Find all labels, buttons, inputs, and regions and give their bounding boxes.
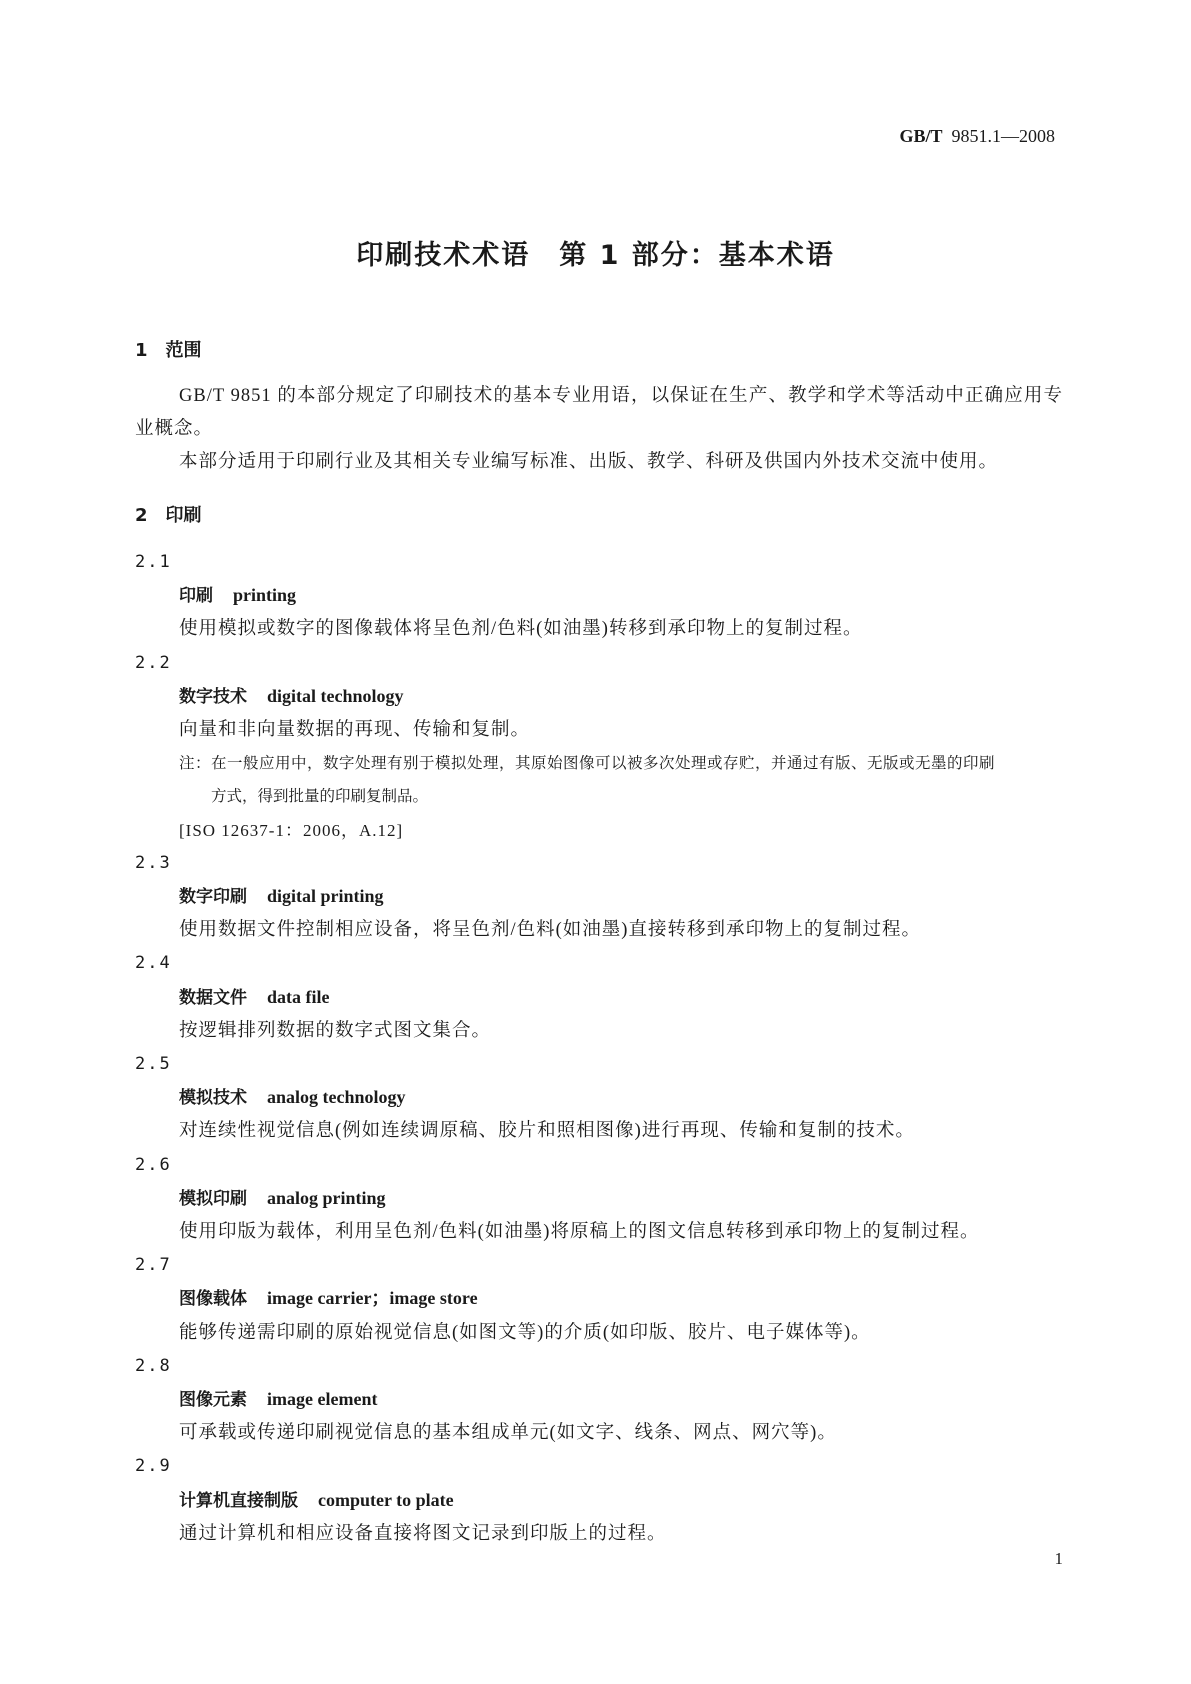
term-name bbox=[135, 880, 1063, 914]
term-en: data file bbox=[267, 986, 330, 1007]
term-note: 注：在一般应用中，数字处理有别于模拟处理，其原始图像可以被多次处理或存贮，并通过有版、无版或无墨的印刷 bbox=[179, 755, 996, 773]
term-number: 2.7 bbox=[135, 1255, 172, 1276]
section-heading-scope bbox=[135, 336, 202, 362]
term-zh: 图像元素 bbox=[179, 1390, 247, 1411]
term-number: 2.6 bbox=[135, 1154, 172, 1175]
section-title: 范围 bbox=[165, 340, 202, 361]
term-zh: 计算机直接制版 bbox=[179, 1490, 298, 1511]
term-definition: 通过计算机和相应设备直接将图文记录到印版上的过程。 bbox=[179, 1523, 667, 1544]
term-zh: 模拟印刷 bbox=[179, 1188, 247, 1209]
term-definition: 使用数据文件控制相应设备，将呈色剂/色料(如油墨)直接转移到承印物上的复制过程。 bbox=[179, 920, 921, 941]
term-definition: 可承载或传递印刷视觉信息的基本组成单元(如文字、线条、网点、网穴等)。 bbox=[179, 1423, 837, 1444]
term-definition: 对连续性视觉信息(例如连续调原稿、胶片和照相图像)进行再现、传输和复制的技术。 bbox=[179, 1121, 915, 1142]
term-name bbox=[135, 1383, 1063, 1417]
term-entry bbox=[135, 1350, 1063, 1451]
term-name bbox=[135, 981, 1063, 1015]
term-en: digital technology bbox=[267, 685, 404, 706]
term-definition: 使用印版为载体，利用呈色剂/色料(如油墨)将原稿上的图文信息转移到承印物上的复制过程。 bbox=[179, 1222, 980, 1243]
term-number: 2.8 bbox=[135, 1355, 172, 1376]
term-entry bbox=[135, 546, 1063, 647]
term-number: 2.1 bbox=[135, 552, 172, 572]
term-definition: 使用模拟或数字的图像载体将呈色剂/色料(如油墨)转移到承印物上的复制过程。 bbox=[179, 619, 863, 640]
term-en: printing bbox=[233, 585, 297, 606]
term-number: 2.3 bbox=[135, 852, 172, 873]
term-number: 2.9 bbox=[135, 1456, 172, 1477]
section-number: 2 bbox=[135, 505, 148, 526]
term-name bbox=[135, 1182, 1063, 1216]
term-name bbox=[135, 579, 1063, 613]
term-zh: 数字技术 bbox=[179, 686, 247, 707]
section-number: 1 bbox=[135, 340, 148, 361]
term-en: analog technology bbox=[267, 1087, 406, 1108]
scope-paragraphs bbox=[135, 380, 1063, 480]
page-title: 印刷技术术语 第 1 部分：基本术语 bbox=[356, 240, 835, 271]
standard-code bbox=[899, 126, 1055, 147]
term-entry bbox=[135, 1450, 1063, 1551]
term-name bbox=[135, 1282, 1063, 1316]
term-entry bbox=[135, 647, 1063, 847]
term-entry bbox=[135, 947, 1063, 1048]
page-number: 1 bbox=[1054, 1549, 1063, 1568]
term-en: analog printing bbox=[267, 1187, 386, 1208]
term-en: computer to plate bbox=[318, 1489, 454, 1510]
term-reference: [ISO 12637-1：2006，A.12] bbox=[179, 820, 404, 840]
term-zh: 印刷 bbox=[179, 586, 213, 607]
scope-paragraph: 本部分适用于印刷行业及其相关专业编写标准、出版、教学、科研及供国内外技术交流中使用。 bbox=[179, 452, 999, 473]
standard-prefix: GB/T bbox=[899, 126, 943, 146]
term-zh: 数据文件 bbox=[179, 987, 247, 1008]
term-name bbox=[135, 680, 1063, 714]
term-entry bbox=[135, 1249, 1063, 1350]
scope-paragraph: GB/T 9851 的本部分规定了印刷技术的基本专业用语，以保证在生产、教学和学术等活动中正确应用专业概念。 bbox=[135, 386, 1063, 440]
standard-number: 9851.1—2008 bbox=[951, 126, 1055, 146]
term-en: digital printing bbox=[267, 886, 384, 907]
term-definition: 能够传递需印刷的原始视觉信息(如图文等)的介质(如印版、胶片、电子媒体等)。 bbox=[179, 1322, 871, 1343]
term-en: image carrier；image store bbox=[267, 1288, 478, 1309]
term-entries bbox=[135, 546, 1063, 1551]
term-entry bbox=[135, 1149, 1063, 1250]
term-zh: 模拟技术 bbox=[179, 1088, 247, 1109]
term-name bbox=[135, 1081, 1063, 1115]
term-name bbox=[135, 1484, 1063, 1518]
term-definition: 向量和非向量数据的再现、传输和复制。 bbox=[179, 720, 531, 741]
section-title: 印刷 bbox=[165, 505, 202, 526]
term-en: image element bbox=[267, 1389, 378, 1410]
term-number: 2.4 bbox=[135, 953, 172, 974]
term-entry bbox=[135, 847, 1063, 948]
term-definition: 按逻辑排列数据的数字式图文集合。 bbox=[179, 1020, 492, 1041]
term-number: 2.2 bbox=[135, 652, 172, 673]
term-zh: 数字印刷 bbox=[179, 887, 247, 908]
term-entry bbox=[135, 1048, 1063, 1149]
term-number: 2.5 bbox=[135, 1054, 172, 1075]
term-zh: 图像载体 bbox=[179, 1289, 247, 1310]
section-heading-printing bbox=[135, 501, 202, 527]
term-note-continued: 方式，得到批量的印刷复制品。 bbox=[211, 788, 429, 806]
